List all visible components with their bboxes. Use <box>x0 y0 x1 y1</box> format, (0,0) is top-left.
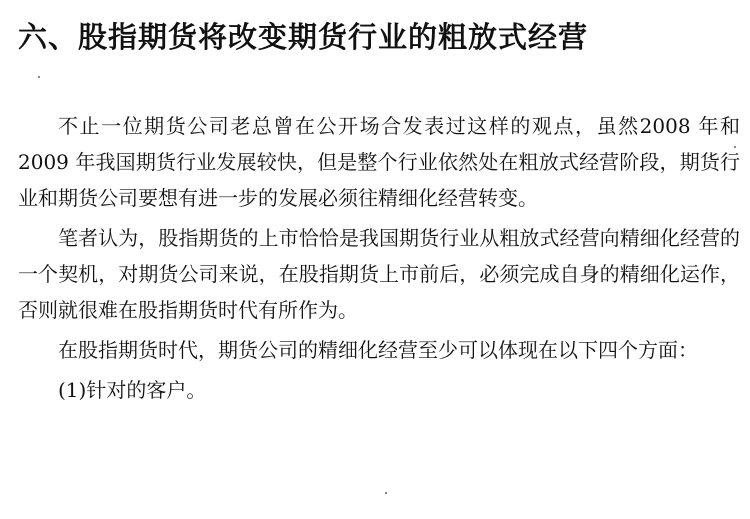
scan-speck <box>734 146 736 148</box>
paragraph-3: 在股指期货时代，期货公司的精细化经营至少可以体现在以下四个方面： <box>58 338 698 362</box>
section-heading: 六、股指期货将改变期货行业的粗放式经营 <box>18 20 589 54</box>
paragraph-2: 笔者认为，股指期货的上市恰恰是我国期货行业从粗放式经营向精细化经营的一个契机，对期货公司来说，在股指期货上市前后，必须完成自身的精细化运作，否则就很难在股指期货时代有所作为。 <box>18 226 740 322</box>
scan-speck <box>38 76 40 78</box>
list-item-1: (1)针对的客户。 <box>58 378 207 402</box>
body-text <box>18 108 740 412</box>
paragraph-1: 不止一位期货公司老总曾在公开场合发表过这样的观点，虽然2008 年和 2009 年我国期货行业发展较快，但是整个行业依然处在粗放式经营阶段，期货行业和期货公司要想有进一步的发展必须往精细化经营转变。 <box>18 114 740 210</box>
scan-speck <box>385 492 387 494</box>
